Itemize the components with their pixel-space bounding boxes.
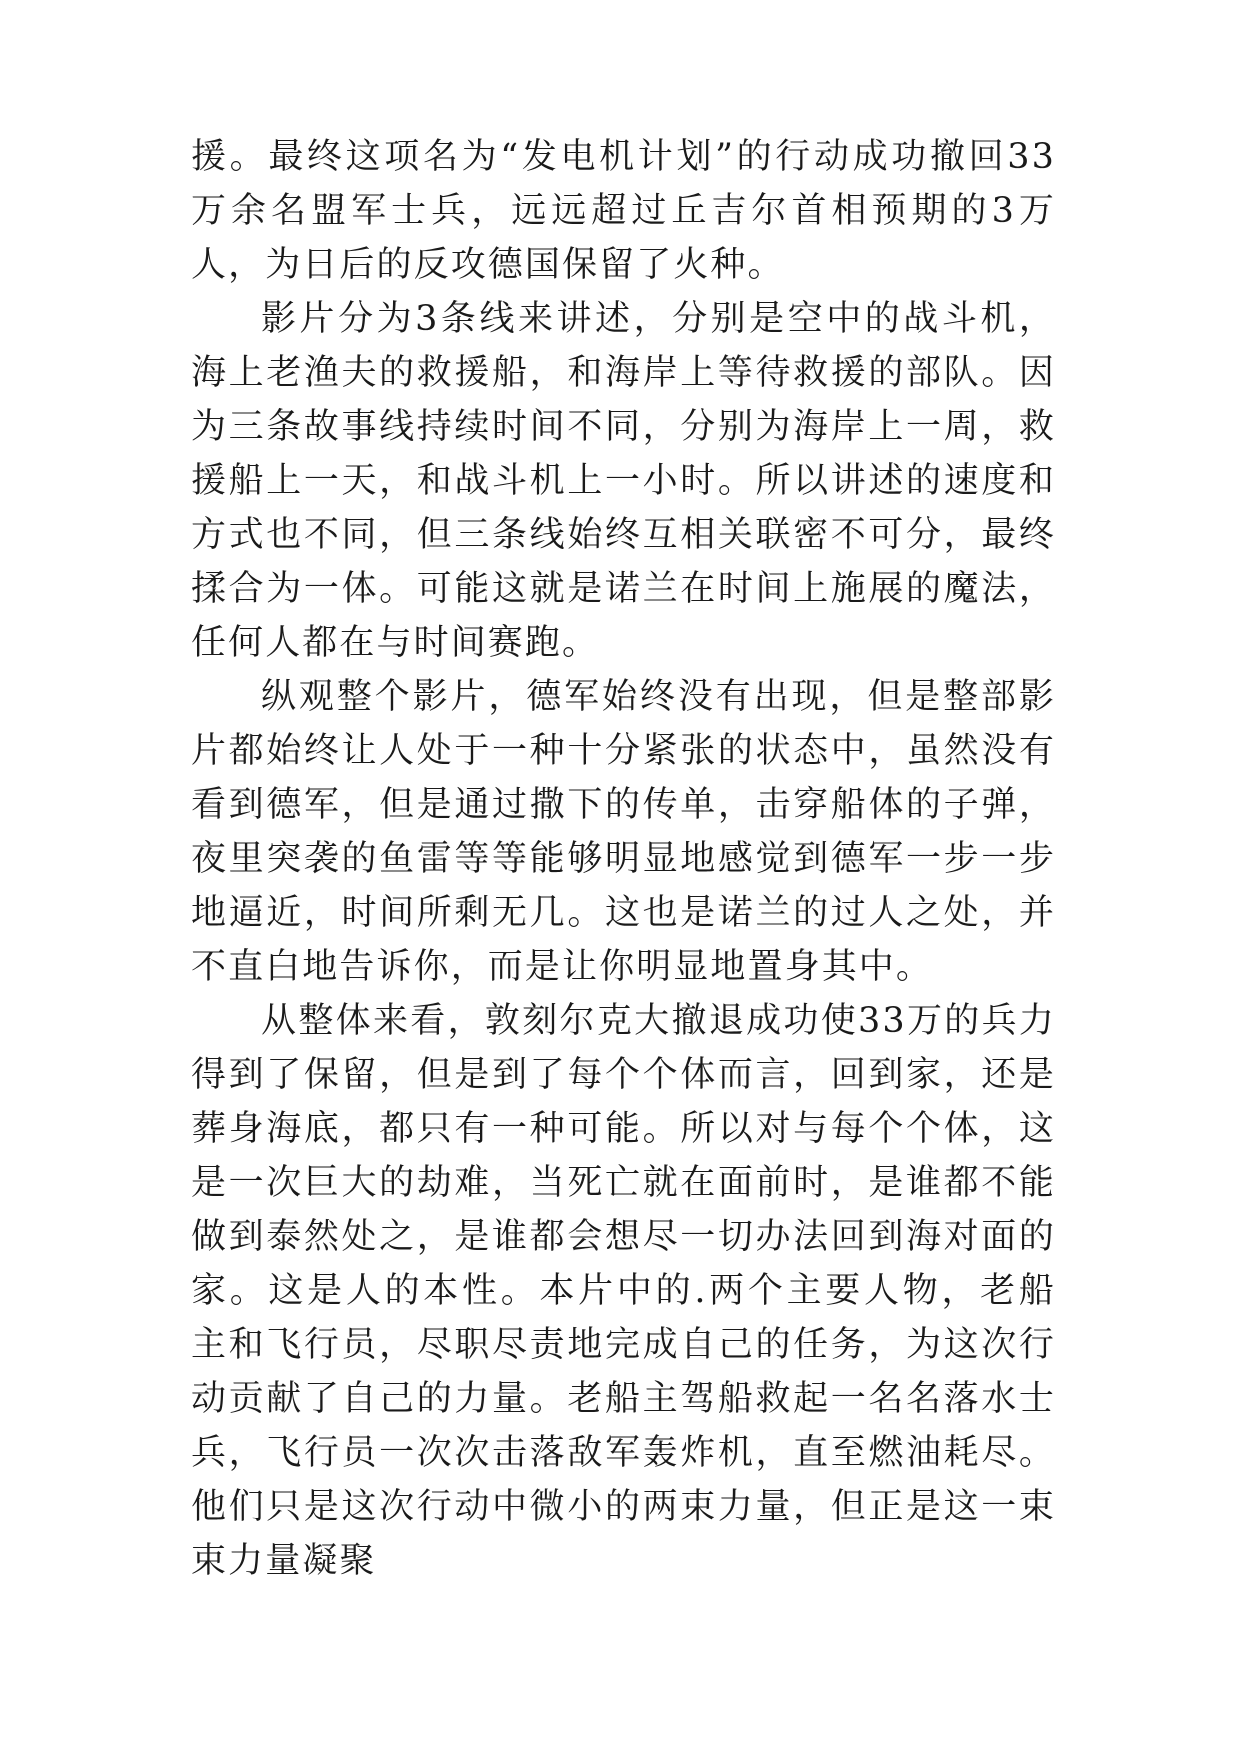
paragraph-continuation: 援。最终这项名为“发电机计划”的行动成功撤回33万余名盟军士兵，远远超过丘吉尔首相预期的3万人，为日后的反攻德国保留了火种。 (191, 137, 1056, 285)
paragraph-individuals: 从整体来看，敦刻尔克大撤退成功使33万的兵力得到了保留，但是到了每个个体而言，回到家，还是葬身海底，都只有一种可能。所以对与每个个体，这是一次巨大的劫难，当死亡就在面前时，是谁都不能做到泰然处之，是谁都会想尽一切办法回到海对面的家。这是人的本性。本片中的.两个主要人物，老船主和飞行员，尽职尽责地完成自己的任务，为这次行动贡献了自己的力量。老船主驾船救起一名名落水士兵，飞行员一次次击落敌军轰炸机，直至燃油耗尽。他们只是这次行动中微小的两束力量，但正是这一束束力量凝聚 (191, 1001, 1056, 1581)
body-text (191, 130, 1056, 1588)
paragraph-storylines: 影片分为3条线来讲述，分别是空中的战斗机，海上老渔夫的救援船，和海岸上等待救援的部队。因为三条故事线持续时间不同，分别为海岸上一周，救援船上一天，和战斗机上一小时。所以讲述的速度和方式也不同，但三条线始终互相关联密不可分，最终揉合为一体。可能这就是诺兰在时间上施展的魔法，任何人都在与时间赛跑。 (191, 299, 1056, 663)
paragraph-german-army: 纵观整个影片，德军始终没有出现，但是整部影片都始终让人处于一种十分紧张的状态中，虽然没有看到德军，但是通过撒下的传单，击穿船体的子弹，夜里突袭的鱼雷等等能够明显地感觉到德军一步一步地逼近，时间所剩无几。这也是诺兰的过人之处，并不直白地告诉你，而是让你明显地置身其中。 (191, 677, 1056, 987)
